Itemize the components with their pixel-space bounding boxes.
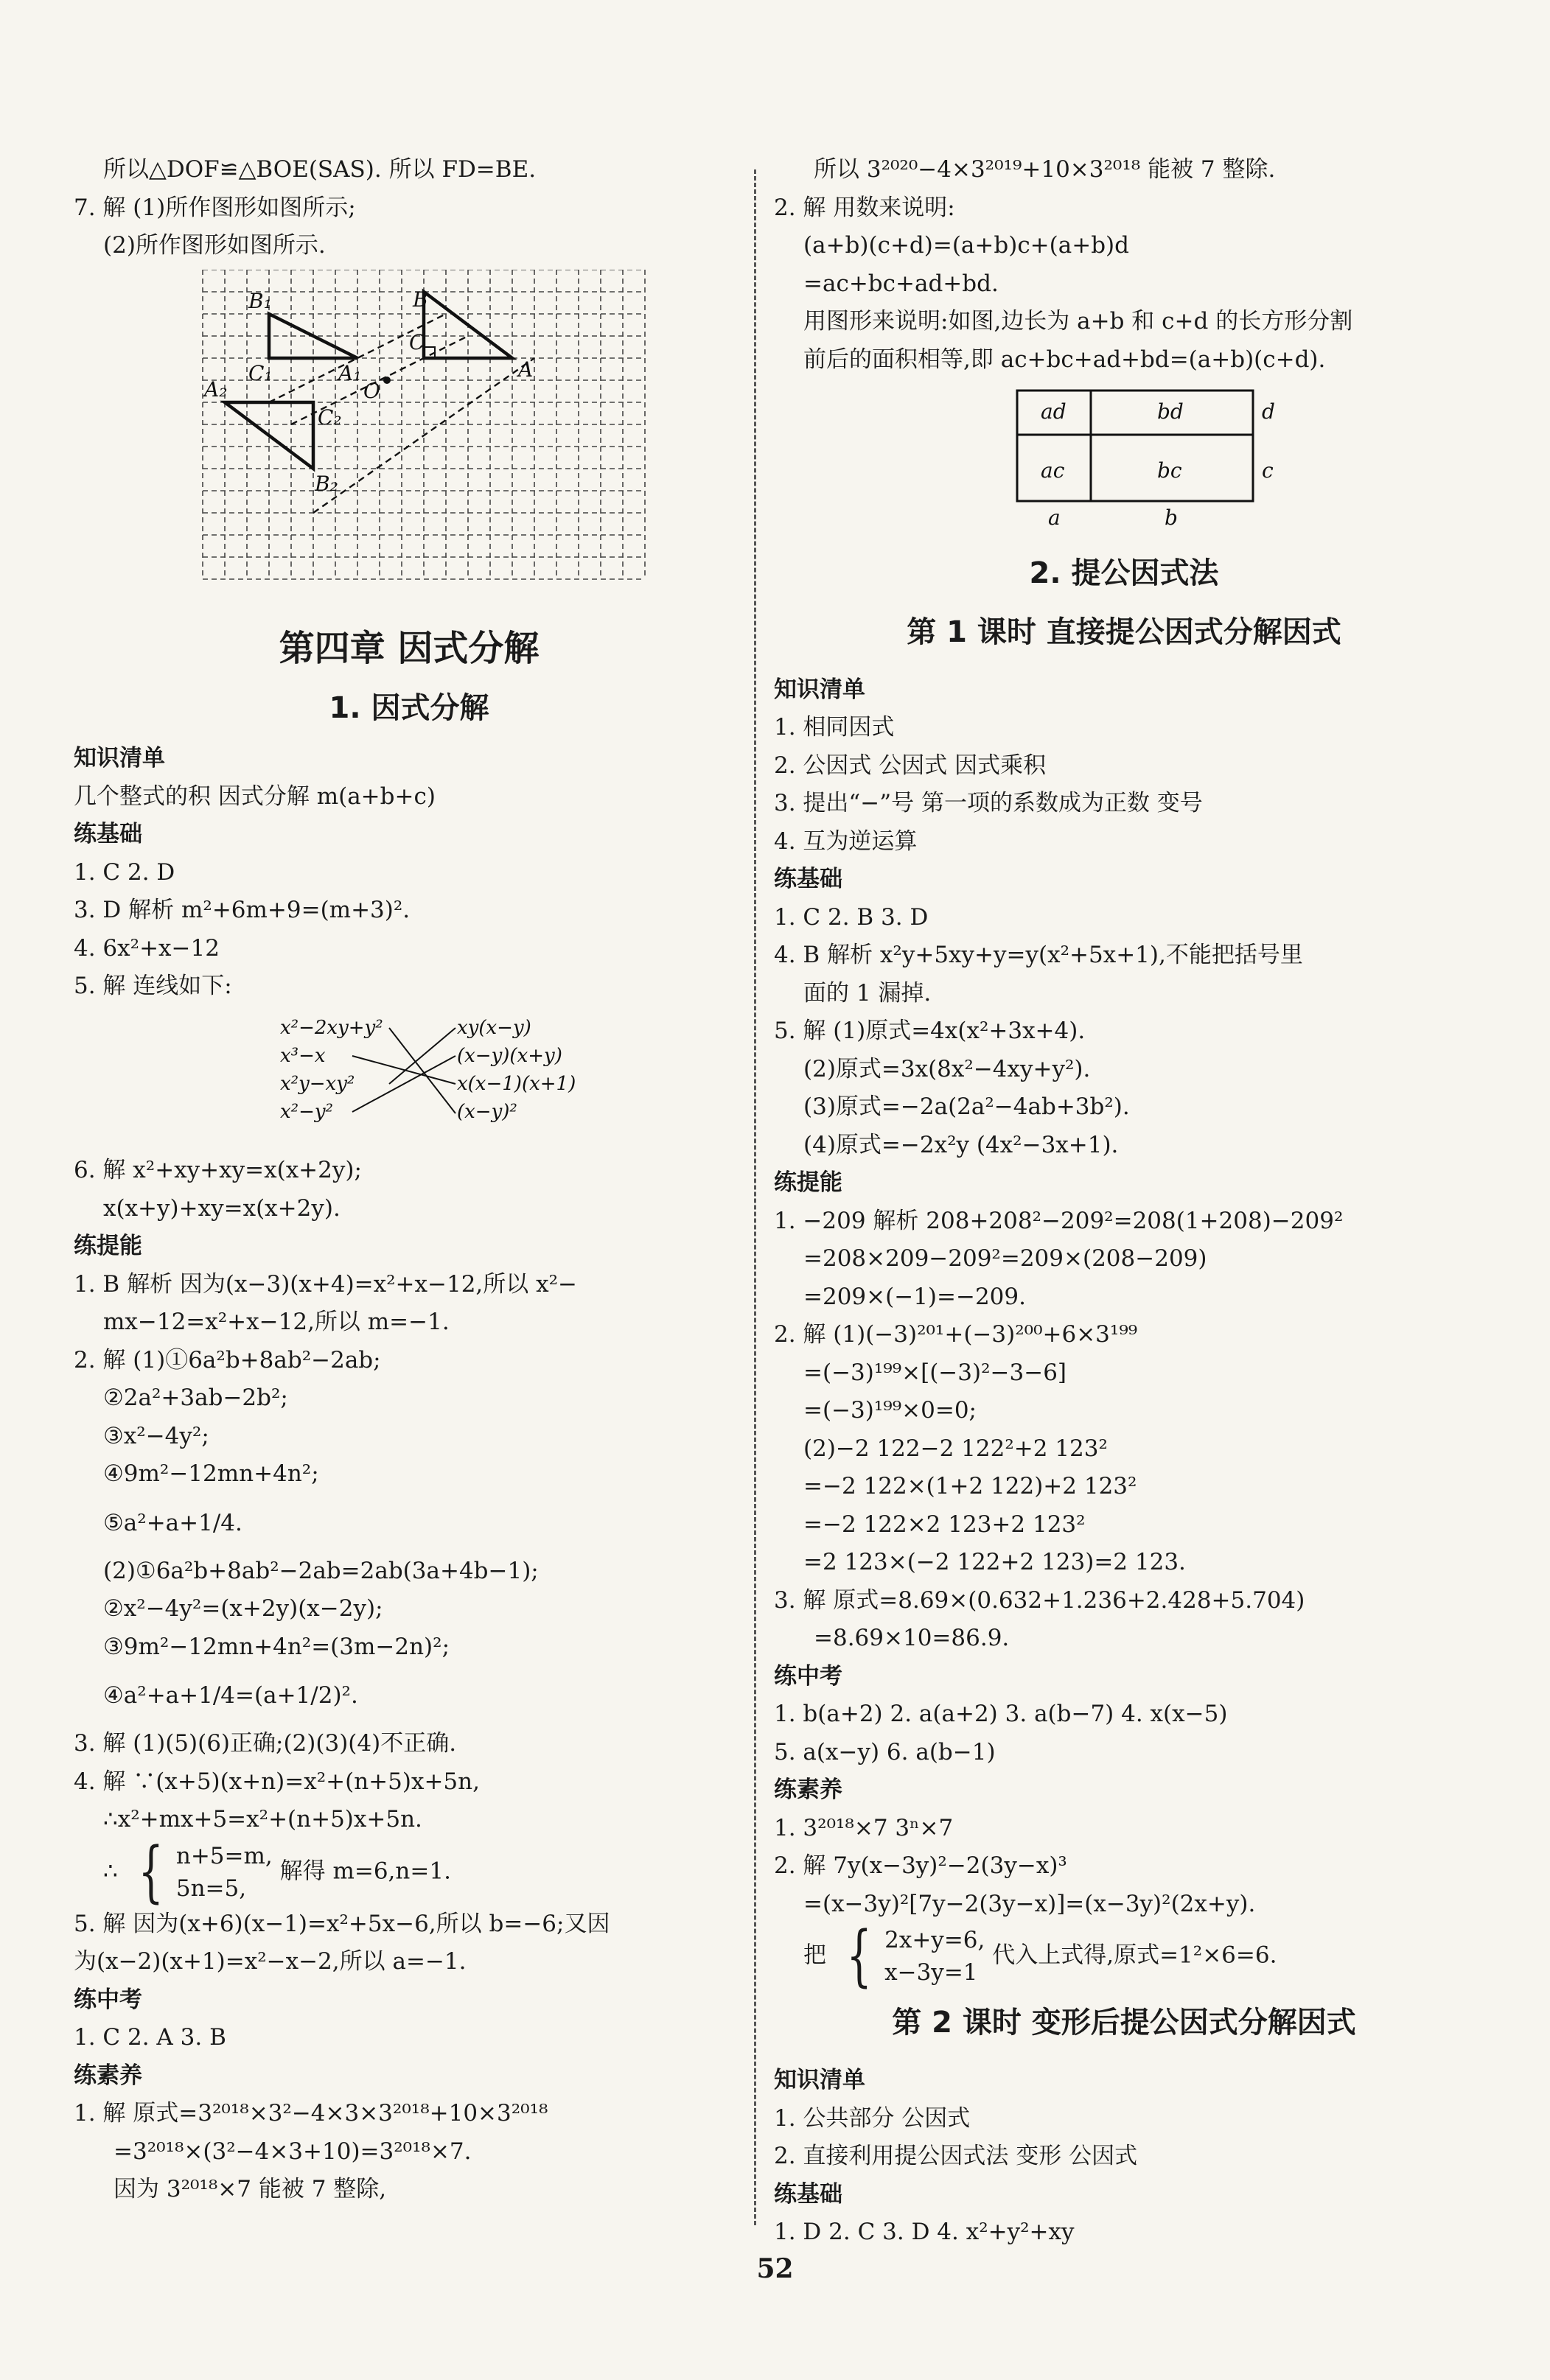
text-line: 1. −209 解析 208+208²−209²=208(1+208)−209² — [774, 1207, 1344, 1234]
left-column — [74, 151, 744, 2209]
text-line: 2. 解 (1)(−3)²⁰¹+(−3)²⁰⁰+6×3¹⁹⁹ — [774, 1321, 1138, 1348]
text-line: 所以 3²⁰²⁰−4×3²⁰¹⁹+10×3²⁰¹⁸ 能被 7 整除. — [814, 156, 1276, 183]
lesson-title: 第 1 课时 直接提公因式分解因式 — [907, 615, 1341, 649]
text-line: 3. D 解析 m²+6m+9=(m+3)². — [74, 897, 411, 923]
text-line: 因为 3²⁰¹⁸×7 能被 7 整除, — [114, 2176, 387, 2202]
match-left-4: x²−y² — [280, 1100, 333, 1123]
text-line: 4. B 解析 x²y+5xy+y=y(x²+5x+1),不能把括号里 — [774, 942, 1303, 968]
therefore-symbol: ∴ — [103, 1858, 118, 1884]
text-line: ③9m²−12mn+4n²=(3m−2n)²; — [103, 1633, 450, 1660]
text-line: (2)①6a²b+8ab²−2ab=2ab(3a+4b−1); — [103, 1557, 539, 1584]
match-right-2: (x−y)(x+y) — [457, 1044, 562, 1067]
side-b: b — [1165, 505, 1178, 530]
text-line: 2. 解 7y(x−3y)²−2(3y−x)³ — [774, 1852, 1067, 1879]
text-line: 2. 直接利用提公因式法 变形 公因式 — [774, 2143, 1138, 2169]
right-column — [774, 151, 1474, 2252]
subsection-heading: 练基础 — [774, 2180, 842, 2208]
text-line: 2. 解 (1)①6a²b+8ab²−2ab; — [74, 1346, 381, 1373]
label-c1: C₁ — [248, 360, 273, 385]
matching-svg — [74, 1010, 744, 1135]
text-line: ④9m²−12mn+4n²; — [103, 1460, 319, 1487]
text-line: ②x²−4y²=(x+2y)(x−2y); — [103, 1595, 383, 1622]
text-line: 1. 公共部分 公因式 — [774, 2104, 971, 2132]
text-line: 1. b(a+2) 2. a(a+2) 3. a(b−7) 4. x(x−5) — [774, 1701, 1228, 1727]
substitute-label: 把 — [803, 1942, 826, 1969]
subsection-heading: 知识清单 — [774, 2067, 865, 2093]
area-rectangle-svg — [774, 383, 1474, 531]
text-line: (2)原式=3x(8x²−4xy+y²). — [803, 1055, 1091, 1082]
text-line: 7. 解 (1)所作图形如图所示; — [74, 194, 356, 221]
equation-system: { n+5=m, 5n=5, — [138, 1833, 273, 1911]
system-row: n+5=m, — [175, 1842, 273, 1869]
column-divider — [754, 169, 756, 2225]
section-title: 1. 因式分解 — [329, 691, 489, 725]
match-left-3: x²y−xy² — [280, 1072, 355, 1095]
text-line: 2. 解 用数来说明: — [774, 194, 955, 221]
text-line: (2)−2 122−2 122²+2 123² — [803, 1435, 1108, 1462]
subsection-heading: 练基础 — [74, 821, 142, 847]
subsection-heading: 练提能 — [74, 1233, 142, 1259]
text-line: 5. 解 因为(x+6)(x−1)=x²+5x−6,所以 b=−6;又因 — [74, 1910, 610, 1937]
text-line: (3)原式=−2a(2a²−4ab+3b²). — [803, 1093, 1130, 1120]
text-line: 4. 解 ∵(x+5)(x+n)=x²+(n+5)x+5n, — [74, 1768, 480, 1795]
text-line: x(x+y)+xy=x(x+2y). — [103, 1194, 341, 1222]
text-line: 5. a(x−y) 6. a(b−1) — [774, 1738, 996, 1765]
text-line: 1. 解 原式=3²⁰¹⁸×3²−4×3×3²⁰¹⁸+10×3²⁰¹⁸ — [74, 2100, 548, 2127]
text-line: 用图形来说明:如图,边长为 a+b 和 c+d 的长方形分割 — [803, 308, 1353, 335]
equation-system: { 2x+y=6, x−3y=1 — [846, 1917, 985, 1995]
text-line: 1. C 2. B 3. D — [774, 903, 929, 931]
text-line: ③x²−4y²; — [103, 1422, 209, 1449]
label-o: O — [363, 378, 380, 403]
text-line: =2 123×(−2 122+2 123)=2 123. — [803, 1549, 1186, 1575]
subsection-heading: 练素养 — [774, 1777, 842, 1803]
match-right-3: x(x−1)(x+1) — [457, 1072, 576, 1095]
text-line: 前后的面积相等,即 ac+bc+ad+bd=(a+b)(c+d). — [803, 346, 1326, 373]
text-line: =(−3)¹⁹⁹×0=0; — [803, 1397, 977, 1424]
text-line: 面的 1 漏掉. — [803, 979, 932, 1007]
text-line: 2. 公因式 公因式 因式乘积 — [774, 752, 1047, 779]
side-c: c — [1262, 458, 1274, 483]
cell-ac: ac — [1041, 458, 1065, 483]
grid-figure — [74, 270, 744, 606]
subsection-heading: 练素养 — [74, 2062, 142, 2089]
label-b2: B₂ — [315, 471, 338, 496]
triangle-abc — [424, 292, 512, 358]
text-line: 几个整式的积 因式分解 m(a+b+c) — [74, 783, 436, 810]
text-line: =ac+bc+ad+bd. — [803, 270, 999, 297]
system-row: 5n=5, — [175, 1875, 247, 1902]
text-line: 6. 解 x²+xy+xy=x(x+2y); — [74, 1157, 362, 1183]
label-a2: A₂ — [204, 377, 228, 402]
text-line: ⑤a²+a+1/4. — [103, 1509, 242, 1536]
text-line: 3. 解 (1)(5)(6)正确;(2)(3)(4)不正确. — [74, 1730, 457, 1757]
text-line: =208×209−209²=209×(208−209) — [803, 1245, 1207, 1272]
label-b1: B₁ — [248, 288, 272, 313]
text-line: =8.69×10=86.9. — [814, 1625, 1010, 1651]
text-line: ②2a²+3ab−2b²; — [103, 1385, 288, 1411]
system-result: 代入上式得,原式=1²×6=6. — [992, 1942, 1277, 1969]
match-left-1: x²−2xy+y² — [280, 1016, 383, 1039]
match-left-2: x³−x — [280, 1044, 326, 1067]
rotation-grid-svg — [74, 270, 744, 594]
label-a: A — [518, 357, 534, 382]
text-line: 5. 解 连线如下: — [74, 973, 232, 999]
chapter-title: 第四章 因式分解 — [279, 628, 540, 669]
text-line: 1. C 2. A 3. B — [74, 2024, 226, 2051]
text-line: (a+b)(c+d)=(a+b)c+(a+b)d — [803, 232, 1129, 259]
text-line: =209×(−1)=−209. — [803, 1283, 1026, 1310]
label-c2: C₂ — [318, 405, 342, 430]
equation-system-line — [74, 1833, 744, 1911]
text-line: 所以△DOF≌△BOE(SAS). 所以 FD=BE. — [103, 156, 537, 183]
text-line: 3. 解 原式=8.69×(0.632+1.236+2.428+5.704) — [774, 1586, 1305, 1614]
cell-ad: ad — [1041, 399, 1067, 424]
system-row: x−3y=1 — [884, 1959, 978, 1986]
lesson-title: 第 2 课时 变形后提公因式分解因式 — [892, 2006, 1356, 2040]
subsection-heading: 知识清单 — [774, 676, 865, 703]
equation-system-line — [774, 1917, 1474, 1995]
subsection-heading: 练提能 — [774, 1169, 842, 1196]
text-line: 1. 相同因式 — [774, 714, 895, 741]
text-line: =(x−3y)²[7y−2(3y−x)]=(x−3y)²(2x+y). — [803, 1890, 1256, 1917]
side-a: a — [1048, 505, 1061, 530]
subsection-heading: 练中考 — [74, 1986, 142, 2013]
side-d: d — [1262, 399, 1275, 424]
text-line: (2)所作图形如图所示. — [103, 232, 326, 259]
text-line: 3. 提出“−”号 第一项的系数成为正数 变号 — [774, 790, 1203, 816]
area-rectangle-figure — [774, 383, 1474, 543]
text-line: =−2 122×2 123+2 123² — [803, 1511, 1086, 1538]
match-right-1: xy(x−y) — [457, 1016, 531, 1039]
subsection-heading: 练基础 — [774, 866, 842, 892]
cell-bc: bc — [1157, 458, 1182, 483]
subsection-heading: 练中考 — [774, 1662, 842, 1690]
text-line: =3²⁰¹⁸×(3²−4×3+10)=3²⁰¹⁸×7. — [114, 2138, 472, 2165]
label-a1: A₁ — [338, 360, 362, 385]
text-line: 1. C 2. D — [74, 858, 175, 886]
match-right-4: (x−y)² — [457, 1100, 517, 1123]
text-line: 4. 6x²+x−12 — [74, 934, 220, 962]
text-line: ∴x²+mx+5=x²+(n+5)x+5n. — [103, 1806, 422, 1833]
page-number: 52 — [756, 2253, 794, 2284]
subsection-heading: 知识清单 — [74, 745, 165, 771]
text-line: 4. 互为逆运算 — [774, 827, 918, 855]
text-line: =(−3)¹⁹⁹×[(−3)²−3−6] — [803, 1359, 1067, 1386]
text-line: =−2 122×(1+2 122)+2 123² — [803, 1473, 1137, 1499]
text-line: (4)原式=−2x²y (4x²−3x+1). — [803, 1131, 1119, 1158]
text-line: 1. 3²⁰¹⁸×7 3ⁿ×7 — [774, 1814, 954, 1841]
text-line: 为(x−2)(x+1)=x²−x−2,所以 a=−1. — [74, 1948, 467, 1975]
text-line: mx−12=x²+x−12,所以 m=−1. — [103, 1309, 450, 1335]
section-title: 2. 提公因式法 — [1029, 556, 1219, 590]
label-b: B — [413, 287, 428, 312]
matching-figure — [74, 1010, 744, 1148]
text-line: 1. D 2. C 3. D 4. x²+y²+xy — [774, 2219, 1075, 2245]
cell-bd: bd — [1157, 399, 1184, 424]
text-line: 1. B 解析 因为(x−3)(x+4)=x²+x−12,所以 x²− — [74, 1270, 578, 1298]
text-line: 5. 解 (1)原式=4x(x²+3x+4). — [774, 1018, 1086, 1044]
label-c: C — [409, 329, 425, 354]
system-result: 解得 m=6,n=1. — [279, 1858, 451, 1884]
system-row: 2x+y=6, — [884, 1927, 985, 1953]
text-line: ④a²+a+1/4=(a+1/2)². — [103, 1682, 358, 1709]
